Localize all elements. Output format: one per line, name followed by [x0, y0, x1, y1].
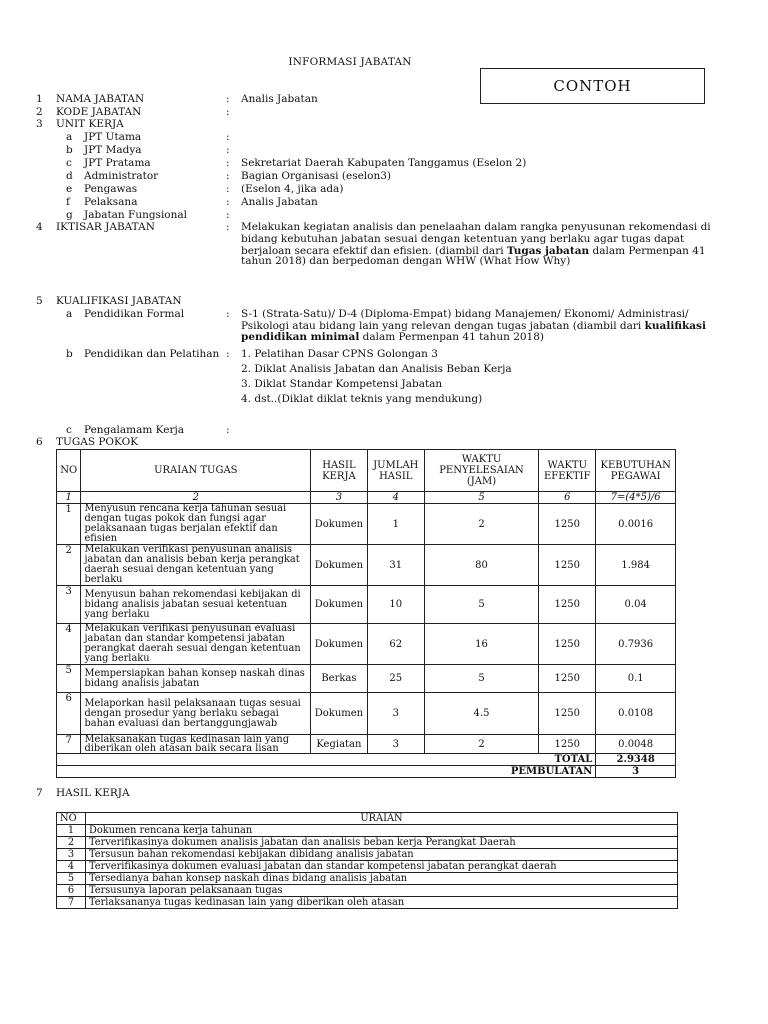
colon: :	[226, 106, 230, 118]
row-no: 1	[57, 504, 81, 545]
header-cell: JUMLAH HASIL	[367, 450, 424, 492]
section-4-label: IKTISAR JABATAN	[56, 221, 155, 233]
unit-value: Sekretariat Daerah Kabupaten Tanggamus (Eselon 2)	[241, 157, 527, 169]
row-hasil: Kegiatan	[311, 735, 368, 754]
row-efektif: 1250	[539, 545, 596, 586]
row-uraian: Terverifikasinya dokumen evaluasi jabatan dan standar kompetensi jabatan perangkat daerah	[86, 861, 678, 873]
kualifikasi-letter: a	[66, 308, 73, 320]
iktisar-line: tahun 2018) dan berpedoman dengan WHW (What How Why)	[241, 255, 571, 267]
header-cell: WAKTU PENYELESAIAN (JAM)	[424, 450, 538, 492]
column-number: 7=(4*5)/6	[596, 492, 676, 504]
section-7-number: 7	[36, 787, 43, 799]
total-row	[57, 754, 676, 766]
table-row	[57, 735, 676, 754]
section-6-number: 6	[36, 436, 43, 448]
row-uraian: Menyusun rencana kerja tahunan sesuai dengan tugas pokok dan fungsi agar pelaksanaan tugas berjalan efektif dan efisien	[81, 504, 311, 545]
section-3-label: UNIT KERJA	[56, 118, 124, 130]
column-number: 6	[539, 492, 596, 504]
row-jumlah: 25	[367, 665, 424, 693]
table-row	[57, 586, 676, 624]
section-7-label: HASIL KERJA	[56, 787, 130, 799]
document-title: INFORMASI JABATAN	[288, 56, 412, 68]
row-no: 7	[57, 735, 81, 754]
row-kebutuhan: 1.984	[596, 545, 676, 586]
pembulatan-label: PEMBULATAN	[57, 766, 596, 778]
row-kebutuhan: 0.1	[596, 665, 676, 693]
contoh-stamp: CONTOH	[480, 68, 705, 104]
row-kebutuhan: 0.7936	[596, 624, 676, 665]
table-row	[57, 825, 678, 837]
header-cell: WAKTU EFEKTIF	[539, 450, 596, 492]
row-efektif: 1250	[539, 735, 596, 754]
row-uraian: Terverifikasinya dokumen analisis jabatan dan analisis beban kerja Perangkat Daerah	[86, 837, 678, 849]
pendidikan-formal-line: pendidikan minimal dalam Permenpan 41 tahun 2018)	[241, 331, 545, 343]
row-no: 2	[57, 545, 81, 586]
pendidikan-formal-line: S-1 (Strata-Satu)/ D-4 (Diploma-Empat) bidang Manajemen/ Ekonomi/ Administrasi/	[241, 308, 689, 320]
tugas-pokok-table	[56, 449, 676, 778]
colon: :	[226, 183, 230, 195]
row-no: 1	[57, 825, 86, 837]
row-no: 3	[57, 849, 86, 861]
row-uraian: Menyusun bahan rekomendasi kebijakan di bidang analisis jabatan sesuai ketentuan yang berlaku	[81, 586, 311, 624]
row-waktu: 2	[424, 735, 538, 754]
colon: :	[226, 424, 230, 436]
row-uraian: Terlaksananya tugas kedinasan lain yang diberikan oleh atasan	[86, 897, 678, 909]
table-row	[57, 897, 678, 909]
row-uraian: Tersusunya laporan pelaksanaan tugas	[86, 885, 678, 897]
iktisar-line: berjaloan secara efektif dan efisien. (diambil dari Tugas jabatan dalam Permenpan 41	[241, 245, 706, 257]
unit-label: Administrator	[84, 170, 159, 182]
unit-label: JPT Pratama	[84, 157, 151, 169]
row-no: 4	[57, 861, 86, 873]
row-hasil: Dokumen	[311, 693, 368, 735]
diklat-item: 1. Pelatihan Dasar CPNS Golongan 3	[241, 348, 438, 360]
total-label: TOTAL	[57, 754, 596, 766]
colon: :	[226, 221, 230, 233]
section-2-label: KODE JABATAN	[56, 106, 142, 118]
section-4-number: 4	[36, 221, 43, 233]
row-uraian: Melaksanakan tugas kedinasan lain yang diberikan oleh atasan baik secara lisan	[81, 735, 311, 754]
header-cell: URAIAN TUGAS	[81, 450, 311, 492]
section-1-label: NAMA JABATAN	[56, 93, 145, 105]
pendidikan-pelatihan-label: Pendidikan dan Pelatihan	[84, 348, 220, 360]
row-no: 6	[57, 693, 81, 735]
row-jumlah: 1	[367, 504, 424, 545]
row-no: 4	[57, 624, 81, 665]
row-uraian: Melaporkan hasil pelaksanaan tugas sesuai dengan prosedur yang berlaku sebagai bahan evaluasi dan bertanggungjawab	[81, 693, 311, 735]
row-no: 7	[57, 897, 86, 909]
header-cell: NO	[57, 450, 81, 492]
unit-value: Bagian Organisasi (eselon3)	[241, 170, 392, 182]
row-jumlah: 3	[367, 735, 424, 754]
unit-label: JPT Madya	[84, 144, 142, 156]
row-efektif: 1250	[539, 586, 596, 624]
colon: :	[226, 196, 230, 208]
unit-value: Analis Jabatan	[241, 196, 318, 208]
row-hasil: Dokumen	[311, 545, 368, 586]
unit-letter: b	[66, 144, 73, 156]
row-hasil: Dokumen	[311, 586, 368, 624]
table-row	[57, 665, 676, 693]
row-hasil: Dokumen	[311, 504, 368, 545]
row-jumlah: 3	[367, 693, 424, 735]
row-no: 2	[57, 837, 86, 849]
colon: :	[226, 144, 230, 156]
unit-label: JPT Utama	[84, 131, 142, 143]
row-waktu: 5	[424, 586, 538, 624]
unit-label: Jabatan Fungsional	[84, 209, 188, 221]
pendidikan-formal-line: Psikologi atau bidang lain yang relevan dengan tugas jabatan (diambil dari kualifikasi	[241, 320, 706, 332]
pembulatan-value: 3	[596, 766, 676, 778]
row-waktu: 4.5	[424, 693, 538, 735]
column-number: 4	[367, 492, 424, 504]
row-no: 5	[57, 665, 81, 693]
row-kebutuhan: 0.04	[596, 586, 676, 624]
table-header-row	[57, 813, 678, 825]
row-efektif: 1250	[539, 624, 596, 665]
unit-value: (Eselon 4, jika ada)	[241, 183, 344, 195]
row-jumlah: 10	[367, 586, 424, 624]
pendidikan-formal-label: Pendidikan Formal	[84, 308, 185, 320]
row-jumlah: 62	[367, 624, 424, 665]
row-waktu: 16	[424, 624, 538, 665]
section-2-number: 2	[36, 106, 43, 118]
diklat-item: 2. Diklat Analisis Jabatan dan Analisis Beban Kerja	[241, 363, 512, 375]
nama-jabatan-value: Analis Jabatan	[241, 93, 318, 105]
row-uraian: Melakukan verifikasi penyusunan analisis jabatan dan analisis beban kerja perangkat daerah sesuai dengan ketentuan yang berlaku	[81, 545, 311, 586]
table-row	[57, 837, 678, 849]
table-row	[57, 873, 678, 885]
kualifikasi-letter: c	[66, 424, 72, 436]
colon: :	[226, 209, 230, 221]
colon: :	[226, 93, 230, 105]
section-5-number: 5	[36, 295, 43, 307]
colon: :	[226, 131, 230, 143]
unit-letter: e	[66, 183, 73, 195]
colon: :	[226, 308, 230, 320]
header-cell: HASIL KERJA	[311, 450, 368, 492]
row-kebutuhan: 0.0048	[596, 735, 676, 754]
colon: :	[226, 348, 230, 360]
section-5-label: KUALIFIKASI JABATAN	[56, 295, 182, 307]
diklat-item: 4. dst..(Diklat diklat teknis yang mendukung)	[241, 393, 483, 405]
row-waktu: 2	[424, 504, 538, 545]
row-efektif: 1250	[539, 693, 596, 735]
table-row	[57, 885, 678, 897]
unit-letter: f	[66, 196, 70, 208]
header-cell: KEBUTUHAN PEGAWAI	[596, 450, 676, 492]
unit-letter: a	[66, 131, 73, 143]
row-uraian: Dokumen rencana kerja tahunan	[86, 825, 678, 837]
colon: :	[226, 157, 230, 169]
row-hasil: Berkas	[311, 665, 368, 693]
unit-label: Pelaksana	[84, 196, 138, 208]
unit-letter: c	[66, 157, 72, 169]
table-row	[57, 624, 676, 665]
unit-label: Pengawas	[84, 183, 138, 195]
row-jumlah: 31	[367, 545, 424, 586]
column-number: 3	[311, 492, 368, 504]
column-number-row	[57, 492, 676, 504]
row-kebutuhan: 0.0108	[596, 693, 676, 735]
unit-letter: g	[66, 209, 73, 221]
diklat-item: 3. Diklat Standar Kompetensi Jabatan	[241, 378, 443, 390]
row-waktu: 5	[424, 665, 538, 693]
row-kebutuhan: 0.0016	[596, 504, 676, 545]
hasil-kerja-table	[56, 812, 678, 909]
column-number: 2	[81, 492, 311, 504]
row-no: 3	[57, 586, 81, 624]
row-efektif: 1250	[539, 665, 596, 693]
row-uraian: Melakukan verifikasi penyusunan evaluasi jabatan dan standar kompetensi jabatan perangkat daerah sesuai dengan ketentuan yang berlaku	[81, 624, 311, 665]
iktisar-line: bidang kebutuhan jabatan sesuai dengan ketentuan yang berlaku agar tugas dapat	[241, 233, 685, 245]
unit-letter: d	[66, 170, 73, 182]
table-row	[57, 861, 678, 873]
row-uraian: Tersedianya bahan konsep naskah dinas bidang analisis jabatan	[86, 873, 678, 885]
colon: :	[226, 170, 230, 182]
pengalaman-kerja-label: Pengalamam Kerja	[84, 424, 184, 436]
total-value: 2.9348	[596, 754, 676, 766]
column-number: 1	[57, 492, 81, 504]
kualifikasi-letter: b	[66, 348, 73, 360]
row-hasil: Dokumen	[311, 624, 368, 665]
pembulatan-row	[57, 766, 676, 778]
row-uraian: Tersusun bahan rekomendasi kebijakan dibidang analisis jabatan	[86, 849, 678, 861]
row-efektif: 1250	[539, 504, 596, 545]
table-header-row	[57, 450, 676, 492]
section-1-number: 1	[36, 93, 43, 105]
row-no: 6	[57, 885, 86, 897]
header-cell: NO	[57, 813, 86, 825]
row-uraian: Mempersiapkan bahan konsep naskah dinas bidang analisis jabatan	[81, 665, 311, 693]
table-row	[57, 849, 678, 861]
row-waktu: 80	[424, 545, 538, 586]
column-number: 5	[424, 492, 538, 504]
section-3-number: 3	[36, 118, 43, 130]
header-cell: URAIAN	[86, 813, 678, 825]
table-row	[57, 504, 676, 545]
section-6-label: TUGAS POKOK	[56, 436, 139, 448]
iktisar-line: Melakukan kegiatan analisis dan penelaahan dalam rangka penyusunan rekomendasi di	[241, 221, 711, 233]
table-row	[57, 693, 676, 735]
row-no: 5	[57, 873, 86, 885]
table-row	[57, 545, 676, 586]
